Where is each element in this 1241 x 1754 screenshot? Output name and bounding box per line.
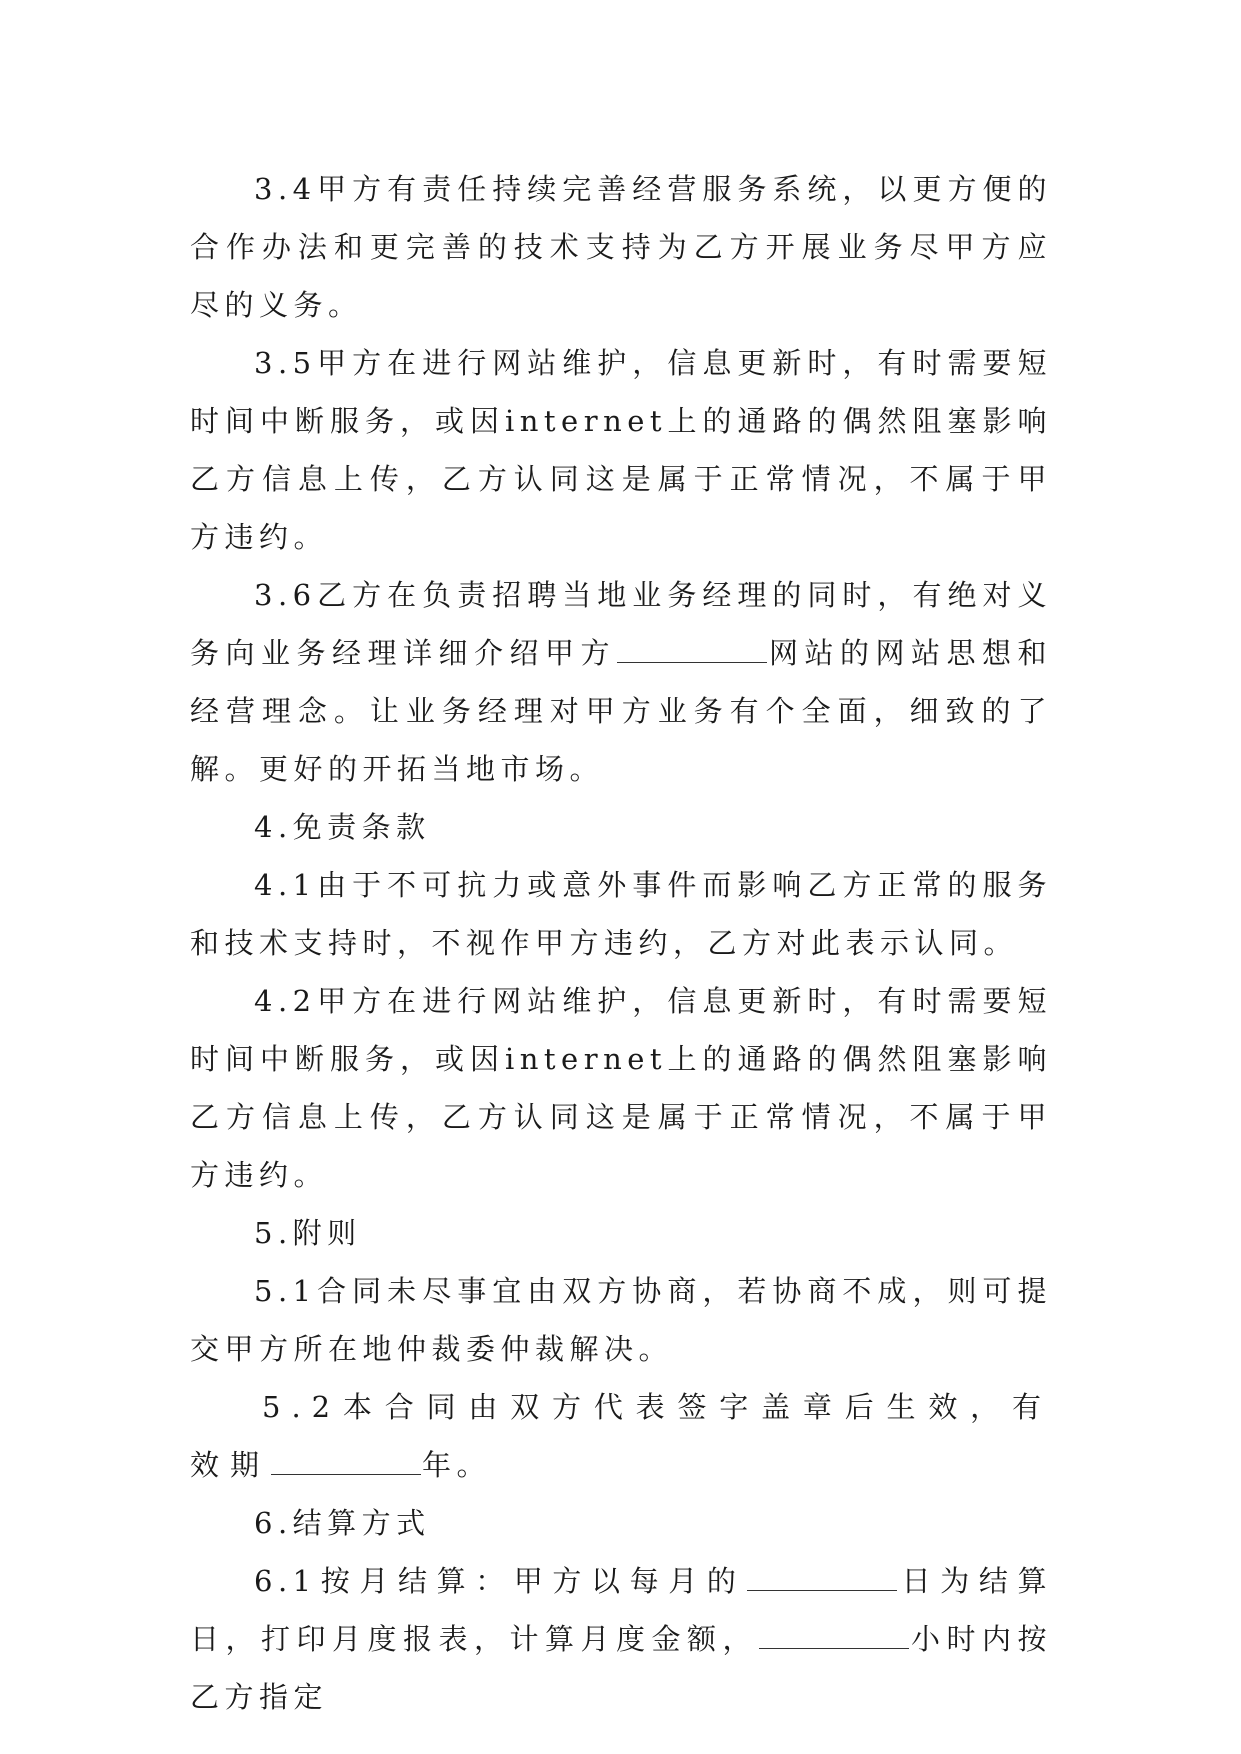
clause-4-2 xyxy=(190,972,1052,1204)
section-4-heading xyxy=(190,798,1052,856)
validity-years-blank xyxy=(271,1452,421,1475)
clause-4-1-text: 4.1由于不可抗力或意外事件而影响乙方正常的服务和技术支持时，不视作甲方违约，乙方对此表示认同。 xyxy=(190,868,1052,960)
clause-3-5 xyxy=(190,334,1052,566)
clause-5-2-text-start: 5.2本合同由双方代表签字盖章后生效，有效期 xyxy=(190,1390,1052,1482)
clause-5-1 xyxy=(190,1262,1052,1378)
section-5-heading-text: 5.附则 xyxy=(254,1216,362,1250)
clause-5-1-text: 5.1合同未尽事宜由双方协商，若协商不成，则可提交甲方所在地仲裁委仲裁解决。 xyxy=(190,1274,1052,1366)
section-6-heading-text: 6.结算方式 xyxy=(254,1506,431,1540)
clause-3-6-text-end: 网站的网站思想和经营理念。让业务经理对甲方业务有个全面，细致的了解。更好的开拓当地市场。 xyxy=(190,636,1052,786)
section-4-heading-text: 4.免责条款 xyxy=(254,810,431,844)
settlement-day-blank xyxy=(747,1568,897,1591)
clause-3-5-text: 3.5甲方在进行网站维护，信息更新时，有时需要短时间中断服务，或因internet上的通路的偶然阻塞影响乙方信息上传，乙方认同这是属于正常情况，不属于甲方违约。 xyxy=(190,346,1052,554)
clause-3-6 xyxy=(190,566,1052,798)
document-page xyxy=(190,160,1052,1726)
clause-3-6-text-start: 3.6乙方在负责招聘当地业务经理的同时，有绝对义务向业务经理详细介绍甲方 xyxy=(190,578,1052,670)
clause-3-4 xyxy=(190,160,1052,334)
clause-6-1 xyxy=(190,1552,1052,1726)
clause-6-1-text-start: 6.1按月结算：甲方以每月的 xyxy=(254,1564,746,1598)
clause-5-2-text-end: 年。 xyxy=(422,1448,492,1482)
payment-hours-blank xyxy=(759,1626,909,1649)
clause-6-1-text-end: 小时内按乙方指定 xyxy=(190,1622,1052,1714)
section-6-heading xyxy=(190,1494,1052,1552)
website-name-blank xyxy=(617,640,767,663)
clause-5-2 xyxy=(190,1378,1052,1494)
clause-6-1-text-middle: 日为结算日，打印月度报表，计算月度金额， xyxy=(190,1564,1052,1656)
clause-4-1 xyxy=(190,856,1052,972)
clause-3-4-text: 3.4甲方有责任持续完善经营服务系统，以更方便的合作办法和更完善的技术支持为乙方开展业务尽甲方应尽的义务。 xyxy=(190,172,1052,322)
clause-4-2-text: 4.2甲方在进行网站维护，信息更新时，有时需要短时间中断服务，或因internet上的通路的偶然阻塞影响乙方信息上传，乙方认同这是属于正常情况，不属于甲方违约。 xyxy=(190,984,1052,1192)
section-5-heading xyxy=(190,1204,1052,1262)
